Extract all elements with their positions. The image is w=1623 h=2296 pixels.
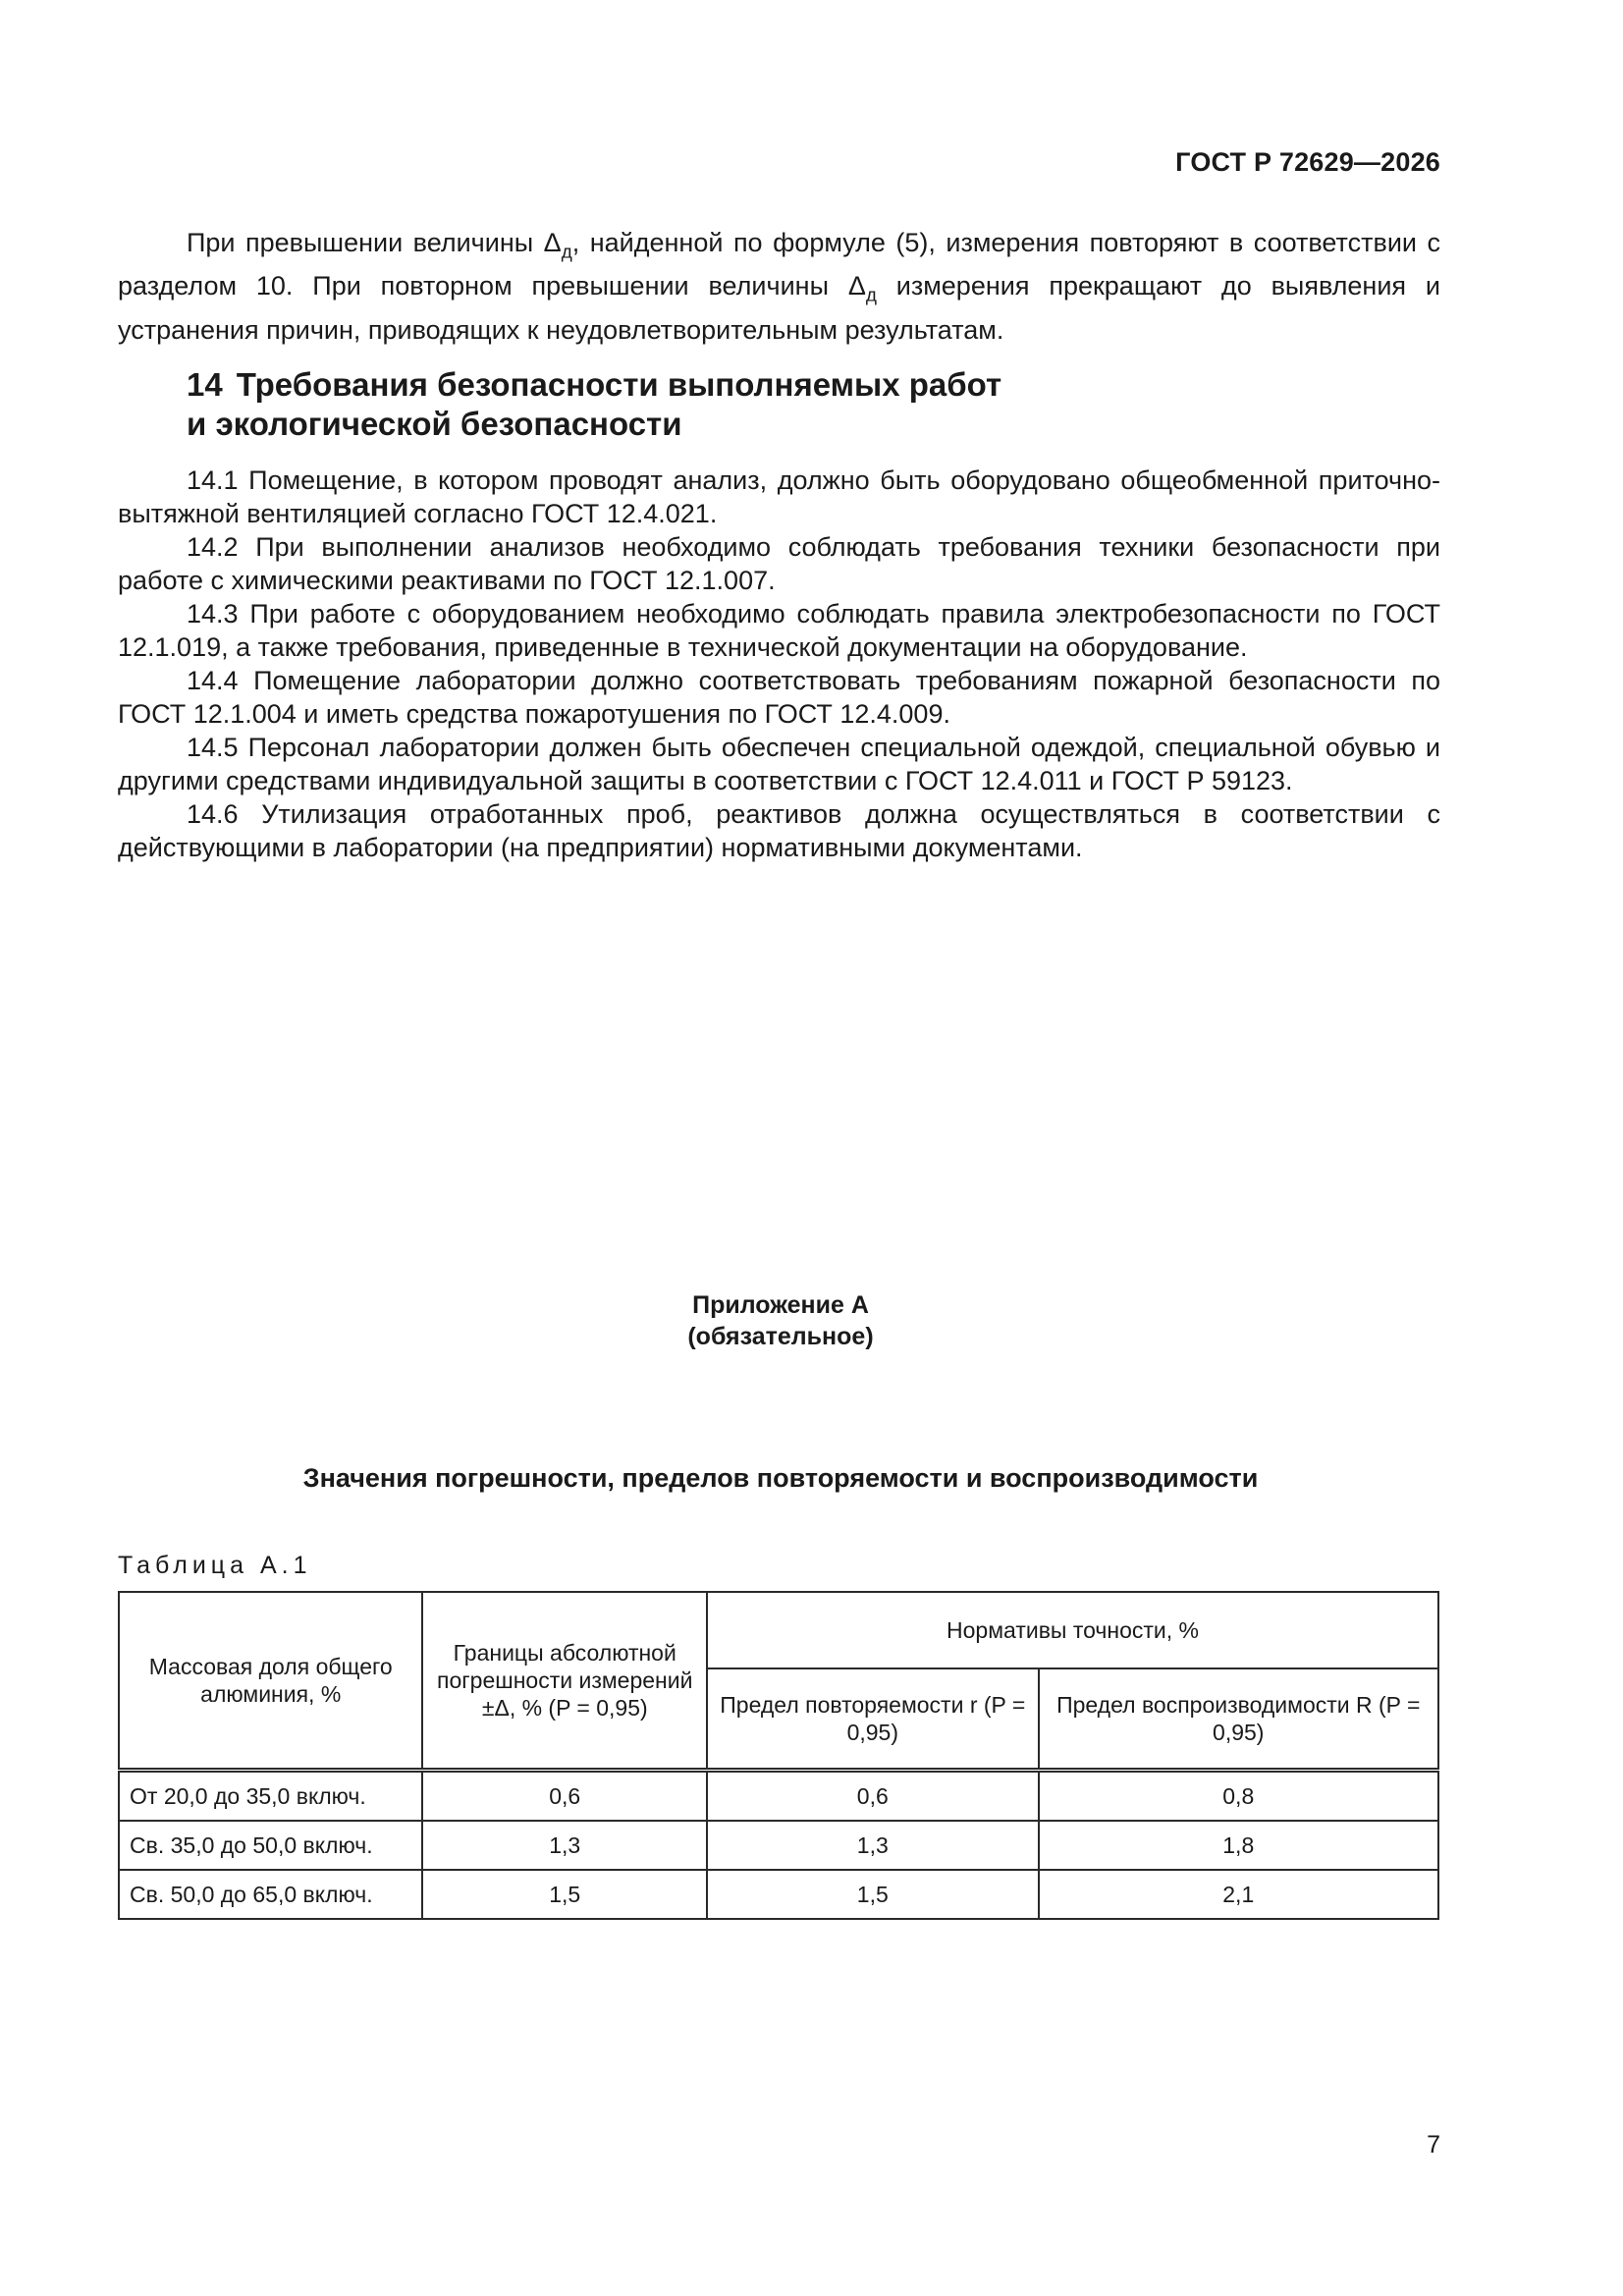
intro-text-3: измерения прекращают до выявления и устранения причин, приводящих к неудовлетворительным результатам. [118,271,1440,345]
cell-repeatability: 0,6 [707,1771,1039,1822]
clause-14-4: 14.4 Помещение лаборатории должно соответствовать требованиям пожарной безопасности по ГОСТ 12.1.004 и иметь средства пожаротушения по ГОСТ 12.4.009. [118,666,1440,729]
header-error-bounds: Границы абсолютной погрешности измерений ±Δ, % (P = 0,95) [422,1592,707,1771]
section-14-heading [187,365,1001,444]
cell-error-bound: 0,6 [422,1771,707,1822]
header-reproducibility-limit: Предел воспроизводимости R (P = 0,95) [1039,1668,1438,1771]
cell-mass-fraction: Св. 35,0 до 50,0 включ. [119,1821,422,1870]
appendix-heading [0,1289,1561,1352]
cell-reproducibility: 1,8 [1039,1821,1438,1870]
header-accuracy-norms: Нормативы точности, % [707,1592,1438,1668]
header-mass-fraction: Массовая доля общего алюминия, % [119,1592,422,1771]
cell-mass-fraction: От 20,0 до 35,0 включ. [119,1771,422,1822]
page-number: 7 [1427,2131,1440,2159]
clause-14-6: 14.6 Утилизация отработанных проб, реактивов должна осуществляться в соответствии с действующими в лаборатории (на предприятии) нормативными документами. [118,799,1440,862]
section-title-line-2: и экологической безопасности [187,406,682,442]
cell-repeatability: 1,5 [707,1870,1039,1919]
cell-reproducibility: 0,8 [1039,1771,1438,1822]
cell-reproducibility: 2,1 [1039,1870,1438,1919]
cell-error-bound: 1,3 [422,1821,707,1870]
cell-repeatability: 1,3 [707,1821,1039,1870]
intro-text-2: , найденной по формуле (5), измерения повторяют в соответствии с разделом 10. При повторном превышении величины Δ [118,228,1440,301]
table-row [119,1870,1438,1919]
header-repeatability-limit: Предел повторяемости r (P = 0,95) [707,1668,1039,1771]
document-code: ГОСТ Р 72629—2026 [1175,147,1440,177]
intro-text-1: При превышении величины Δ [187,228,562,257]
intro-paragraph [118,226,1440,347]
accuracy-table [118,1591,1439,1920]
table-header-row-1 [119,1592,1438,1668]
section-heading-line-1 [187,365,1001,405]
clause-14-5: 14.5 Персонал лаборатории должен быть обеспечен специальной одеждой, специальной обувью и другими средствами индивидуальной защиты в соответствии с ГОСТ 12.4.011 и ГОСТ Р 59123. [118,733,1440,795]
clause-14-1: 14.1 Помещение, в котором проводят анализ, должно быть оборудовано общеобменной приточно-вытяжной вентиляцией согласно ГОСТ 12.4.021. [118,465,1440,528]
appendix-status: (обязательное) [687,1323,874,1350]
table-row [119,1821,1438,1870]
table-label: Таблица А.1 [118,1552,312,1579]
cell-error-bound: 1,5 [422,1870,707,1919]
intro-subscript-1: д [561,242,572,263]
section-number: 14 [187,366,223,403]
intro-subscript-2: д [865,285,877,306]
table-caption: Значения погрешности, пределов повторяемости и воспроизводимости [302,1463,1259,1493]
clause-14-2: 14.2 При выполнении анализов необходимо соблюдать требования техники безопасности при работе с химическими реактивами по ГОСТ 12.1.007. [118,532,1440,595]
cell-mass-fraction: Св. 50,0 до 65,0 включ. [119,1870,422,1919]
appendix-title: Приложение А [692,1291,869,1319]
intro-paragraph-block [118,226,1440,347]
clause-14-3: 14.3 При работе с оборудованием необходимо соблюдать правила электробезопасности по ГОСТ 12.1.019, а также требования, приведенные в технической документации на оборудование. [118,599,1440,662]
section-title-line-1: Требования безопасности выполняемых работ [236,366,1002,403]
section-14-body [118,464,1440,864]
table-row [119,1771,1438,1822]
